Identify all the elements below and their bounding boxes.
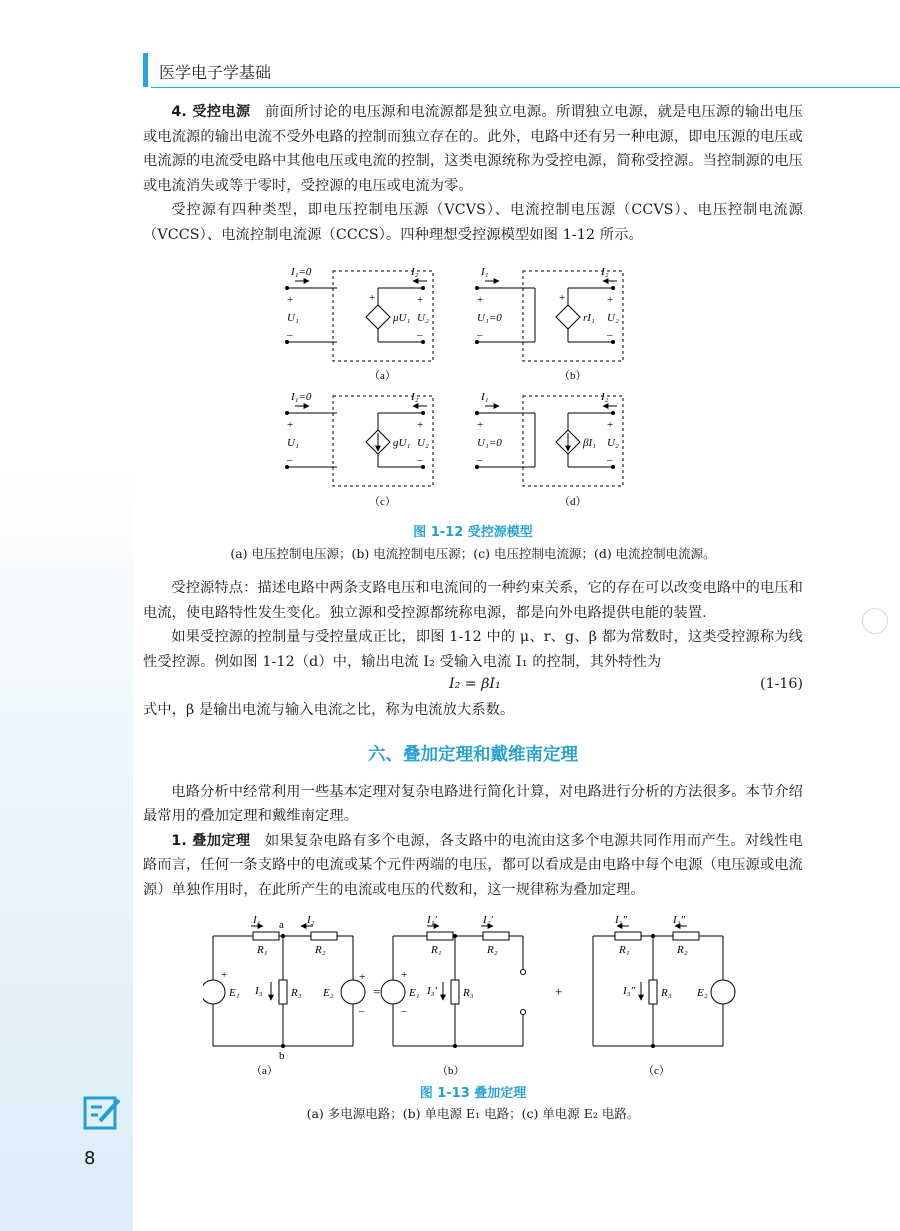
fig13-b-i1: I₁′	[427, 916, 437, 926]
fig13-c-i1: I₁″	[615, 916, 628, 926]
panel-d-minus: –	[477, 454, 483, 466]
edit-icon	[82, 1093, 122, 1133]
fig13-b-tag: （b）	[437, 1065, 465, 1076]
panel-c-source: gU₁	[393, 437, 411, 449]
header-rule	[151, 87, 900, 88]
panel-d-tag: （d）	[559, 496, 587, 508]
fig13-a-r2: R₂	[315, 944, 326, 956]
fig13-b-r1: R₁	[431, 944, 442, 956]
paragraph-source-features: 受控源特点：描述电路中两条支路电压和电流间的一种约束关系，它的存在可以改变电路中的电压和电流，使电路特性发生变化。独立源和受控源都统称电源，都是向外电路提供电能的装置.	[143, 580, 803, 621]
figure-1-13-caption: (a) 多电源电路；(b) 单电源 E₁ 电路；(c) 单电源 E₂ 电路。	[306, 1106, 640, 1121]
fig13-a-e1-plus: +	[221, 969, 228, 981]
fig13-a-tag: （a）	[251, 1065, 278, 1076]
fig13-b-r2: R₂	[487, 944, 498, 956]
panel-d-source: βI₁	[583, 437, 596, 449]
panel-a-tag: （a）	[369, 370, 396, 382]
panel-c-out-minus: –	[417, 454, 423, 466]
fig13-b-r3: R₃	[463, 987, 474, 999]
figure-1-12-diagram	[283, 261, 663, 511]
circle-mark-icon	[862, 608, 888, 634]
figure-1-13-title: 图 1-13 叠加定理	[419, 1086, 527, 1101]
paragraph-text: 如果复杂电路有多个电源，各支路中的电流由这多个电源共同作用而产生。对线性电路而言，任何一条支路中的电流或某个元件两端的电压，都可以看成是由电路中每个电源（电压源或电流源）单独作用时，在此所产生的电流或电压的代数和，这一规律称为叠加定理。	[143, 832, 803, 898]
panel-a-minus: –	[287, 329, 293, 341]
fig13-c-tag: （c）	[643, 1065, 670, 1076]
panel-d-plus: +	[477, 419, 484, 431]
fig13-b-i2: I₂′	[483, 916, 493, 926]
panel-b-out-minus: –	[607, 329, 613, 341]
paragraph-lead: 4. 受控电源	[171, 104, 251, 120]
figure-1-13	[203, 916, 743, 1080]
fig13-c-i3: I₃″	[623, 985, 636, 997]
figure-1-12	[283, 261, 663, 515]
fig13-b-e1: E₁	[409, 987, 420, 999]
panel-b-minus: –	[477, 329, 483, 341]
fig13-a-node-a: a	[279, 919, 284, 931]
fig13-a-i2: I₂	[307, 916, 315, 926]
panel-c-out-current: I₂	[411, 391, 419, 403]
page-sidebar	[0, 0, 133, 1231]
panel-b-tag: （b）	[559, 370, 587, 382]
panel-a-out-plus: +	[417, 294, 424, 306]
panel-c-in-voltage: U₁	[287, 437, 299, 449]
page-number: 8	[84, 1148, 96, 1169]
fig13-b-i3: I₃′	[427, 985, 437, 997]
panel-b-in-current: I₁	[481, 266, 489, 278]
panel-a-source: μU₁	[393, 312, 411, 324]
panel-d-out-plus: +	[607, 419, 614, 431]
panel-c-tag: （c）	[369, 496, 396, 508]
fig13-a-e1: E₁	[229, 987, 240, 999]
fig13-c-r3: R₃	[661, 987, 672, 999]
panel-a-out-minus: –	[417, 329, 423, 341]
fig13-c-r2: R₂	[677, 944, 688, 956]
panel-b-source: rI₁	[583, 312, 595, 324]
fig13-a-r3: R₃	[291, 987, 302, 999]
header-accent-bar	[143, 53, 148, 87]
panel-c-in-current: I₁=0	[291, 391, 312, 403]
panel-b-in-voltage: U₁=0	[477, 312, 502, 324]
paragraph-linear-source: 如果受控源的控制量与受控量成正比，即图 1-12 中的 μ、r、g、β 都为常数时，这类受控源称为线性受控源。例如图 1-12（d）中，输出电流 I₂ 受输入电流 I₁ 的控制，其外特性为	[143, 629, 803, 670]
fig13-b-e1-plus: +	[401, 969, 408, 981]
figure-1-12-caption: (a) 电压控制电压源；(b) 电流控制电压源；(c) 电压控制电流源；(d) 电流控制电流源。	[230, 546, 716, 561]
panel-c-out-voltage: U₂	[417, 437, 429, 449]
panel-c-plus: +	[287, 419, 294, 431]
fig13-a-r1: R₁	[257, 944, 268, 956]
fig13-a-e2-plus: +	[359, 971, 366, 983]
fig13-equals: =	[373, 984, 381, 999]
panel-d-out-voltage: U₂	[607, 437, 619, 449]
panel-d-out-current: I₂	[601, 391, 609, 403]
fig13-b-e1-minus: –	[401, 1005, 407, 1017]
formula-row	[143, 674, 803, 698]
panel-b-out-plus: +	[607, 294, 614, 306]
panel-a-in-current: I₁=0	[291, 266, 312, 278]
fig13-a-i3: I₃	[255, 985, 263, 997]
paragraph-section-intro: 电路分析中经常利用一些基本定理对复杂电路进行简化计算，对电路进行分析的方法很多。本节介绍最常用的叠加定理和戴维南定理。	[143, 783, 803, 824]
panel-a-in-voltage: U₁	[287, 312, 299, 324]
fig13-c-i2: I₂″	[673, 916, 686, 926]
figure-1-12-title: 图 1-12 受控源模型	[413, 525, 533, 540]
fig13-c-e2: E₂	[697, 987, 708, 999]
panel-b-out-voltage: U₂	[607, 312, 619, 324]
paragraph-superposition	[143, 829, 803, 903]
figure-1-13-diagram	[203, 916, 743, 1076]
panel-d-out-minus: –	[607, 454, 613, 466]
panel-d-in-voltage: U₁=0	[477, 437, 502, 449]
fig13-plus: +	[555, 984, 563, 999]
fig13-a-e2: E₂	[323, 987, 334, 999]
running-header	[143, 47, 900, 93]
section-heading: 六、叠加定理和戴维南定理	[368, 744, 578, 765]
fig13-c-r1: R₁	[619, 944, 630, 956]
panel-b-out-current: I₂	[601, 266, 609, 278]
paragraph-lead: 1. 叠加定理	[171, 832, 251, 849]
paragraph-text: 前面所讨论的电压源和电流源都是独立电源。所谓独立电源，就是电压源的输出电压或电流源的输出电流不受外电路的控制而独立存在的。此外，电路中还有另一种电源，即电压源的电压或电流源的电流受电路中其他电压或电流的控制，这类电源统称为受控电源，简称受控源。当控制源的电压或电流消失或等于零时，受控源的电压或电流为零。	[143, 104, 803, 194]
panel-b-src-plus: +	[559, 292, 566, 304]
panel-a-out-current: I₂	[411, 266, 419, 278]
panel-a-out-voltage: U₂	[417, 312, 429, 324]
panel-c-out-plus: +	[417, 419, 424, 431]
formula-expression: I₂ = βI₁	[449, 676, 501, 692]
fig13-a-node-b: b	[279, 1050, 285, 1062]
paragraph-source-types: 受控源有四种类型，即电压控制电压源（VCVS）、电流控制电压源（CCVS）、电压控制电流源（VCCS）、电流控制电流源（CCCS）。四种理想受控源模型如图 1-12 所示。	[143, 202, 803, 243]
fig13-a-e2-minus: –	[359, 1005, 365, 1017]
panel-c-minus: –	[287, 454, 293, 466]
panel-d-in-current: I₁	[481, 391, 489, 403]
panel-a-src-plus: +	[369, 292, 376, 304]
page-content	[143, 100, 803, 1122]
paragraph-controlled-source	[143, 100, 803, 198]
paragraph-beta-definition: 式中，β 是输出电流与输入电流之比，称为电流放大系数。	[143, 702, 515, 718]
fig13-a-i1: I₁	[253, 916, 261, 926]
panel-b-plus: +	[477, 294, 484, 306]
book-title: 医学电子学基础	[159, 63, 272, 82]
formula-number: (1-16)	[760, 676, 803, 692]
panel-a-plus: +	[287, 294, 294, 306]
